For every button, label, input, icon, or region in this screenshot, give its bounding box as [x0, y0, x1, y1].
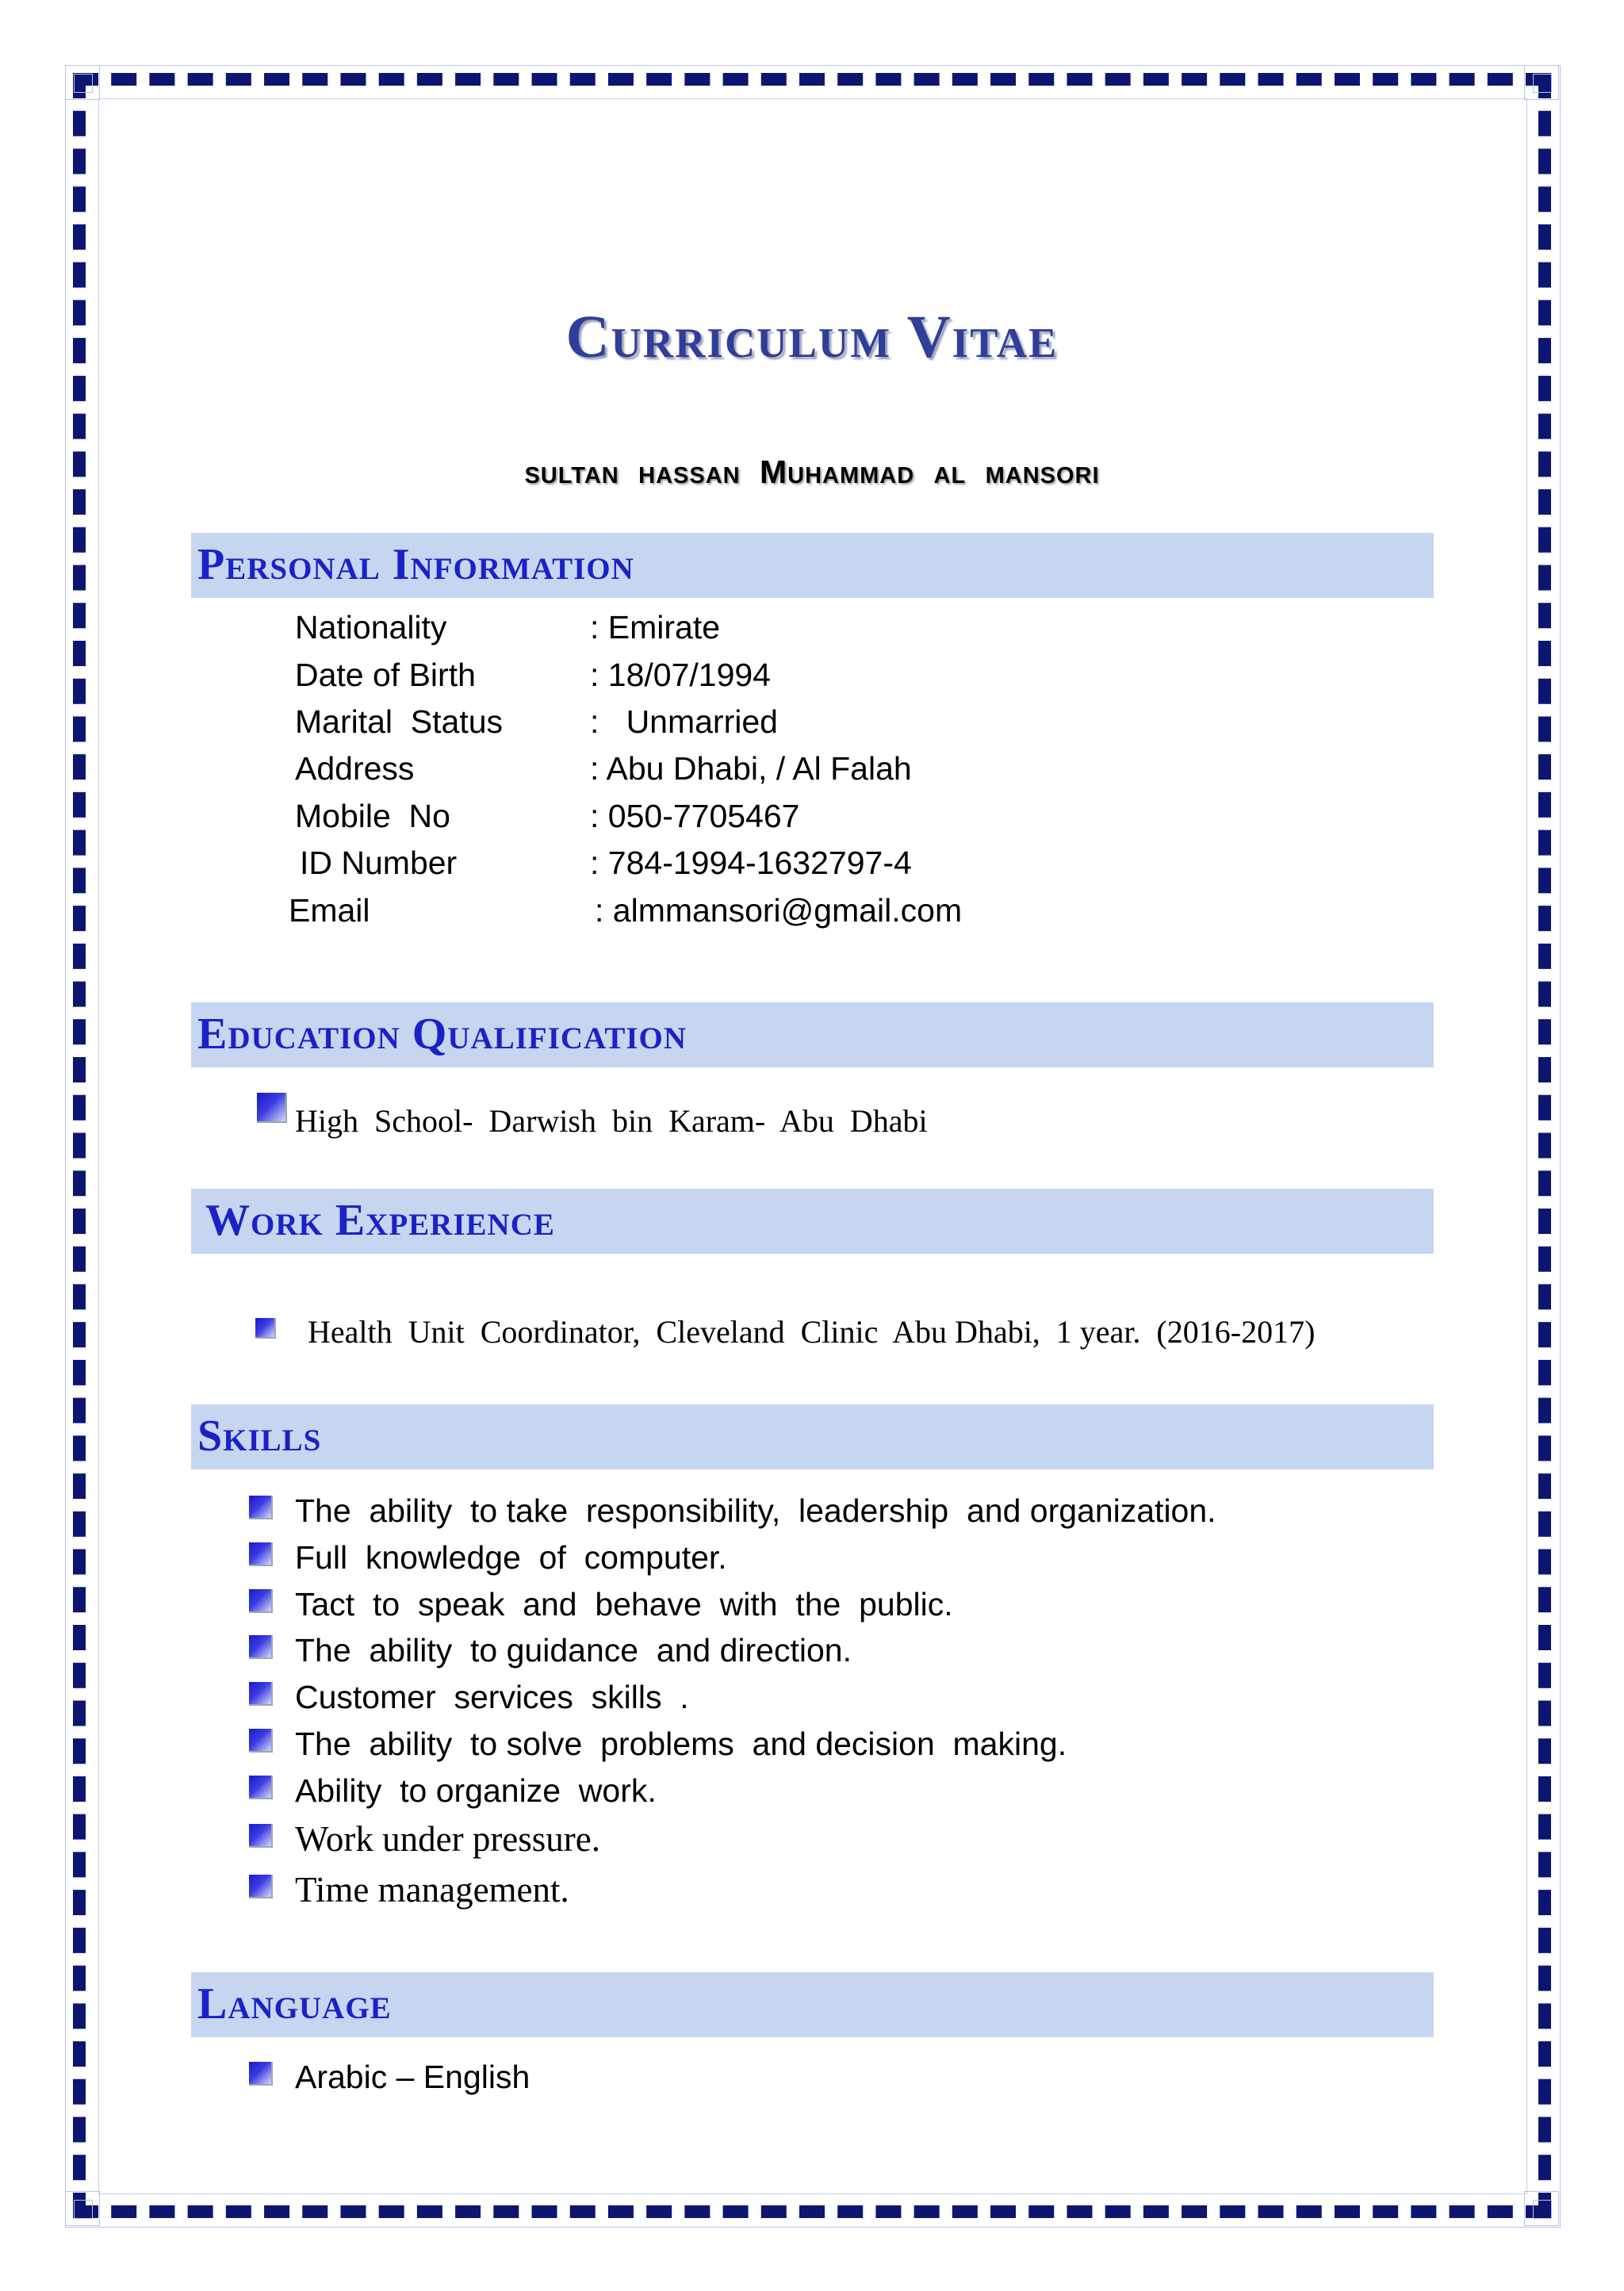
- skill-item: The ability to guidance and direction.: [295, 1632, 852, 1668]
- section-title: Personal Information: [197, 540, 634, 589]
- section-header-education: [191, 1002, 1434, 1067]
- corner-ornament: [1524, 65, 1559, 100]
- info-value-address: : Abu Dhabi, / Al Falah: [590, 750, 912, 787]
- info-value-mobile: : 050-7705467: [590, 798, 800, 834]
- bullet-icon: [249, 1496, 273, 1519]
- skill-item: Time management.: [295, 1870, 569, 1910]
- info-value-id: : 784-1994-1632797-4: [590, 845, 912, 881]
- info-value-dob: : 18/07/1994: [590, 657, 771, 693]
- work-item: Health Unit Coordinator, Cleveland Clinic Abu Dhabi, 1 year. (2016-2017): [308, 1314, 1316, 1350]
- skill-item: The ability to solve problems and decision making.: [295, 1726, 1067, 1762]
- bullet-icon: [249, 1635, 273, 1659]
- education-item: High School- Darwish bin Karam- Abu Dhabi: [295, 1103, 928, 1139]
- section-header-skills: [191, 1404, 1434, 1469]
- section-header-personal: [191, 533, 1434, 598]
- document-title: Curriculum Vitae: [565, 304, 1059, 370]
- info-label-id: ID Number: [300, 845, 458, 881]
- info-value-nationality: : Emirate: [590, 609, 721, 646]
- skill-item: Work under pressure.: [295, 1819, 601, 1859]
- bullet-icon: [249, 1824, 273, 1848]
- bullet-icon: [249, 1682, 273, 1706]
- bullet-icon: [249, 2062, 273, 2086]
- info-label-address: Address: [295, 750, 415, 787]
- bullet-icon: [249, 1589, 273, 1613]
- info-label-email: Email: [289, 892, 370, 929]
- corner-ornament: [65, 2191, 100, 2226]
- skill-item: Customer services skills .: [295, 1679, 689, 1715]
- corner-ornament: [65, 65, 100, 100]
- info-label-mobile: Mobile No: [295, 798, 450, 834]
- language-item: Arabic – English: [295, 2059, 530, 2095]
- info-value-marital: : Unmarried: [590, 703, 778, 740]
- info-value-email: : almmansori@gmail.com: [595, 892, 963, 929]
- bullet-icon: [249, 1875, 273, 1898]
- bullet-icon: [257, 1093, 287, 1123]
- corner-ornament: [1524, 2191, 1559, 2226]
- section-header-work: [191, 1189, 1434, 1254]
- skill-item: Ability to organize work.: [295, 1772, 657, 1809]
- info-label-marital: Marital Status: [295, 703, 504, 740]
- section-title: Education Qualification: [197, 1009, 688, 1059]
- bullet-icon: [255, 1318, 276, 1339]
- bullet-icon: [249, 1729, 273, 1753]
- skill-item: Tact to speak and behave with the public.: [295, 1586, 953, 1622]
- info-label-nationality: Nationality: [295, 609, 447, 646]
- bullet-icon: [249, 1776, 273, 1799]
- skill-item: The ability to take responsibility, leadership and organization.: [295, 1492, 1216, 1529]
- section-title: Skills: [197, 1412, 322, 1461]
- info-label-dob: Date of Birth: [295, 657, 476, 693]
- skill-item: Full knowledge of computer.: [295, 1539, 727, 1576]
- section-header-language: [191, 1972, 1434, 2037]
- section-title: Work Experience: [205, 1196, 555, 1245]
- person-name: sultan hassan Muhammad al mansori: [524, 454, 1100, 490]
- section-title: Language: [197, 1979, 392, 2029]
- bullet-icon: [249, 1542, 273, 1566]
